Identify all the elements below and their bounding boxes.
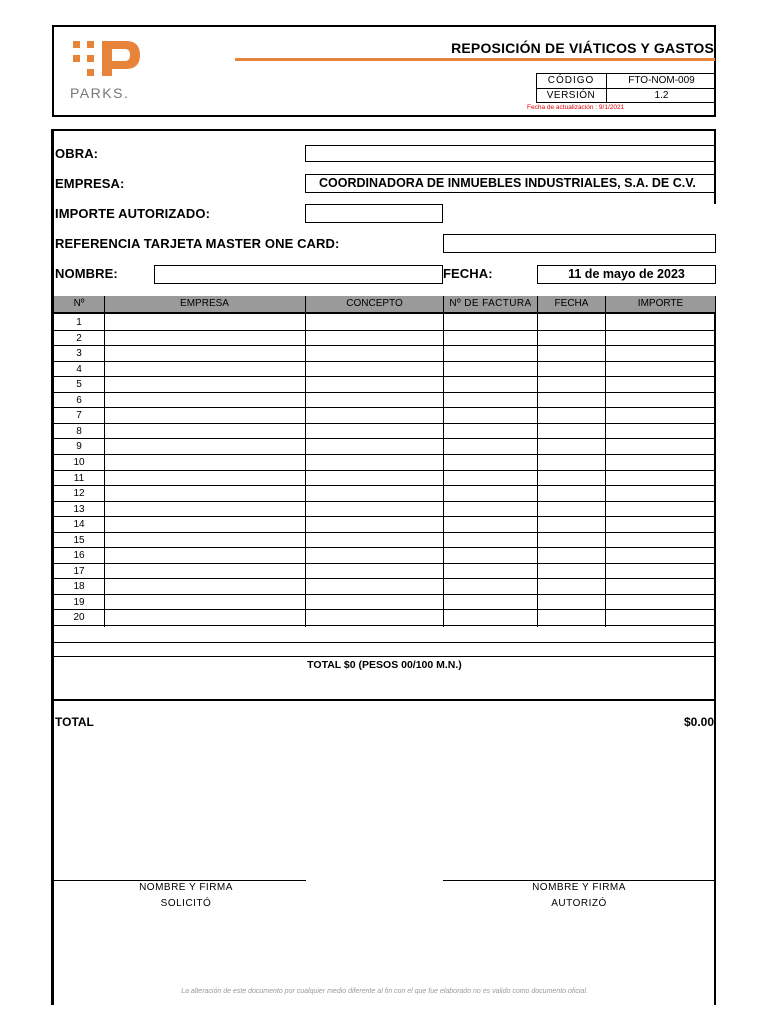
row-number: 5 <box>76 379 82 391</box>
row-number: 1 <box>76 317 82 328</box>
signature-right-role: AUTORIZÓ <box>551 898 607 909</box>
column-header-concepto: CONCEPTO <box>346 298 403 309</box>
brand-name: PARKS. <box>70 85 130 101</box>
table-row[interactable] <box>54 516 715 532</box>
table-row[interactable] <box>54 454 715 470</box>
row-number: 2 <box>76 332 82 344</box>
code-value: FTO-NOM-009 <box>628 75 695 86</box>
table-row[interactable] <box>54 547 715 563</box>
column-header-empresa: EMPRESA <box>180 298 229 309</box>
table-row[interactable] <box>54 609 715 625</box>
table-row[interactable] <box>54 330 715 346</box>
footer-disclaimer: La alteración de este documento por cualquier medio diferente al fin con el que fue elaborado no es valido como documento oficial. <box>181 988 588 995</box>
importe-autorizado-label: IMPORTE AUTORIZADO: <box>55 206 211 221</box>
table-row[interactable] <box>54 361 715 377</box>
row-number: 20 <box>73 612 85 624</box>
obra-field[interactable] <box>305 145 716 162</box>
version-label: VERSIÓN <box>546 90 596 101</box>
fecha-value: 11 de mayo de 2023 <box>568 267 685 281</box>
total-label: TOTAL <box>55 715 94 729</box>
signature-left-role: SOLICITÓ <box>160 898 212 909</box>
main-frame-top <box>52 129 716 131</box>
row-number: 7 <box>76 410 82 422</box>
row-number: 13 <box>73 503 85 515</box>
table-row[interactable] <box>54 501 715 517</box>
row-number: 19 <box>73 596 85 608</box>
table-row[interactable] <box>54 423 715 439</box>
row-divider <box>54 625 715 626</box>
table-row[interactable] <box>54 345 715 361</box>
row-number: 17 <box>73 565 85 577</box>
parks-logo-mark-icon <box>70 38 150 78</box>
table-row[interactable] <box>54 563 715 579</box>
row-number: 16 <box>73 550 85 562</box>
signature-right-title: NOMBRE Y FIRMA <box>532 882 626 893</box>
signature-left-title: NOMBRE Y FIRMA <box>139 882 233 893</box>
row-number: 4 <box>76 363 82 375</box>
update-note: Fecha de actualización : 9/1/2021 <box>527 104 625 111</box>
obra-label: OBRA: <box>55 146 99 161</box>
empresa-label: EMPRESA: <box>55 176 125 191</box>
header-accent-line <box>235 58 715 61</box>
empresa-value: COORDINADORA DE INMUEBLES INDUSTRIALES, S.A. DE C.V. <box>319 176 696 190</box>
row-number: 10 <box>73 456 85 468</box>
table-row[interactable] <box>54 314 715 330</box>
table-row[interactable] <box>54 407 715 423</box>
code-label: CÓDIGO <box>547 75 595 86</box>
row-number: 12 <box>73 488 85 500</box>
importe-autorizado-field[interactable] <box>305 204 443 223</box>
column-header-factura: Nº DE FACTURA <box>449 298 532 309</box>
row-number: 6 <box>76 394 82 406</box>
column-header-fecha: FECHA <box>554 298 589 309</box>
table-row[interactable] <box>54 470 715 486</box>
parks-logo <box>70 38 150 101</box>
column-header-no: Nº <box>73 298 85 309</box>
row-number: 15 <box>73 534 85 546</box>
table-row[interactable] <box>54 438 715 454</box>
row-number: 11 <box>73 472 85 484</box>
nombre-field[interactable] <box>154 265 443 284</box>
table-row[interactable] <box>54 392 715 408</box>
table-row[interactable] <box>54 594 715 610</box>
table-row[interactable] <box>54 376 715 392</box>
document-title: REPOSICIÓN DE VIÁTICOS Y GASTOS <box>451 40 714 56</box>
row-number: 3 <box>76 348 82 360</box>
row-number: 9 <box>76 441 82 453</box>
total-amount: $0.00 <box>683 715 714 729</box>
row-number: 14 <box>73 519 85 531</box>
nombre-label: NOMBRE: <box>55 266 118 281</box>
table-row[interactable] <box>54 532 715 548</box>
fecha-label: FECHA: <box>443 266 493 281</box>
referencia-tarjeta-label: REFERENCIA TARJETA MASTER ONE CARD: <box>55 236 340 251</box>
table-row[interactable] <box>54 578 715 594</box>
version-value: 1.2 <box>654 90 669 101</box>
column-header-importe: IMPORTE <box>637 298 684 309</box>
referencia-tarjeta-field[interactable] <box>443 234 716 253</box>
row-number: 8 <box>76 425 82 437</box>
total-in-words: TOTAL $0 (PESOS 00/100 M.N.) <box>307 659 462 671</box>
table-row[interactable] <box>54 485 715 501</box>
row-number: 18 <box>73 581 85 593</box>
